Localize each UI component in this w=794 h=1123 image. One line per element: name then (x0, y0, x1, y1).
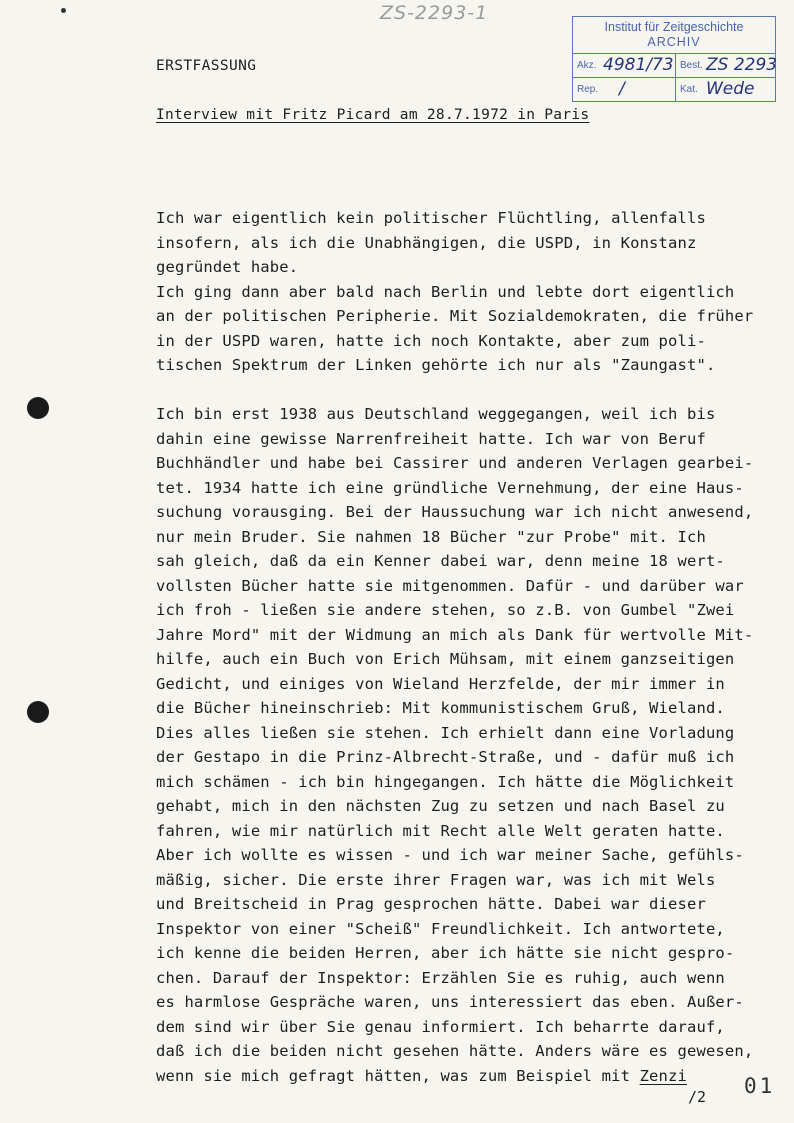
stamp-akz-value: 4981/73 (603, 55, 674, 75)
text-line: mäßig, sicher. Die erste ihrer Fragen war, was ich mit Wels (156, 870, 716, 889)
text-line: vollsten Bücher hatte sie mitgenommen. Dafür - und darüber war (156, 576, 744, 595)
stamp-best-label: Best. (680, 60, 703, 71)
text-line: Ich war eigentlich kein politischer Flüchtling, allenfalls (156, 209, 706, 227)
text-line: Gedicht, und einiges von Wieland Herzfelde, der mir immer in (156, 674, 725, 693)
punch-hole-bottom (27, 701, 49, 723)
stamp-title: Institut für Zeitgeschichte (604, 20, 744, 34)
text-line: insofern, als ich die Unabhängigen, die USPD, in Konstanz (156, 233, 697, 252)
punch-hole-top (27, 397, 49, 419)
stamp-row-akz-best (573, 53, 778, 78)
text-line: in der USPD waren, hatte ich noch Kontakte, aber zum poli- (156, 331, 706, 350)
underlined-name: Zenzi (639, 1066, 687, 1085)
page-number: 01 (744, 1074, 776, 1098)
stamp-akz-label: Akz. (577, 60, 597, 71)
text-line: nur mein Bruder. Sie nahmen 18 Bücher "zur Probe" mit. Ich (156, 527, 706, 546)
text-line: Ich ging dann aber bald nach Berlin und lebte dort eigentlich (156, 282, 735, 301)
text-line: Dies alles ließen sie stehen. Ich erhielt dann eine Vorladung (156, 723, 735, 742)
stamp-kat-value: Wede (706, 79, 755, 99)
text-line: Inspektor von einer "Scheiß" Freundlichkeit. Ich antwortete, (156, 919, 725, 938)
text-line-last (156, 1064, 776, 1089)
corner-dot (61, 8, 66, 13)
text-line: suchung vorausging. Bei der Haussuchung war ich nicht anwesend, (156, 503, 754, 521)
text-line: dahin eine gewisse Narrenfreiheit hatte. Ich war von Beruf (156, 429, 706, 448)
stamp-kat-label: Kat. (680, 84, 698, 95)
text-line: gehabt, mich in den nächsten Zug zu setzen und nach Basel zu (156, 797, 725, 815)
text-line: die Bücher hineinschrieb: Mit kommunistischem Gruß, Wieland. (156, 699, 725, 717)
archive-handwritten-mark: ZS-2293-1 (380, 2, 489, 24)
text-line: chen. Darauf der Inspektor: Erzählen Sie es ruhig, auch wenn (156, 968, 725, 987)
text-line: und Breitscheid in Prag gesprochen hätte. Dabei war dieser (156, 895, 706, 913)
last-line-text: wenn sie mich gefragt hätten, was zum Beispiel mit (156, 1066, 640, 1085)
text-line: mich schämen - ich bin hingegangen. Ich hätte die Möglichkeit (156, 772, 735, 791)
paragraph-gap (156, 378, 776, 403)
stamp-subtitle: ARCHIV (647, 35, 701, 49)
text-line: Buchhändler und habe bei Cassirer und anderen Verlagen gearbei- (156, 454, 754, 472)
stamp-rep-label: Rep. (577, 84, 599, 95)
text-line: sah gleich, daß da ein Kenner dabei war, denn meine 18 wert- (156, 552, 725, 570)
text-line: Jahre Mord" mit der Widmung an mich als Dank für wertvolle Mit- (156, 625, 754, 644)
archive-stamp (572, 16, 776, 102)
text-line: ich froh - ließen sie andere stehen, so z.B. von Gumbel "Zwei (156, 601, 735, 619)
text-line: tet. 1934 hatte ich eine gründliche Vernehmung, der eine Haus- (156, 478, 744, 497)
text-line: fahren, wie mir natürlich mit Recht alle Welt geraten hatte. (156, 821, 725, 840)
text-line: der Gestapo in die Prinz-Albrecht-Straße, und - dafür muß ich (156, 748, 735, 766)
text-line: hilfe, auch ein Buch von Erich Mühsam, mit einem ganzseitigen (156, 650, 735, 668)
interview-body (156, 206, 776, 1088)
page-continuation-mark: /2 (688, 1088, 707, 1106)
document-heading: ERSTFASSUNG (156, 58, 257, 74)
interview-title: Interview mit Fritz Picard am 28.7.1972 in Paris (156, 107, 590, 123)
stamp-row-rep-kat (573, 77, 775, 102)
text-line: an der politischen Peripherie. Mit Sozialdemokraten, die früher (156, 307, 754, 325)
stamp-rep-value: / (619, 79, 625, 99)
text-line: gegründet habe. (156, 258, 299, 276)
text-line: tischen Spektrum der Linken gehörte ich nur als "Zaungast". (156, 356, 716, 374)
text-line: ich kenne die beiden Herren, aber ich hätte sie nicht gespro- (156, 944, 735, 962)
text-line: daß ich die beiden nicht gesehen hätte. Anders wäre es gewesen, (156, 1042, 754, 1060)
stamp-best-value: ZS 2293 (706, 55, 778, 75)
text-line: Aber ich wollte es wissen - und ich war meiner Sache, gefühls- (156, 846, 744, 864)
text-line: Ich bin erst 1938 aus Deutschland weggegangen, weil ich bis (156, 405, 716, 423)
text-line: dem sind wir über Sie genau informiert. Ich beharrte darauf, (156, 1017, 725, 1036)
text-line: es harmlose Gespräche waren, uns interessiert das eben. Außer- (156, 993, 744, 1011)
